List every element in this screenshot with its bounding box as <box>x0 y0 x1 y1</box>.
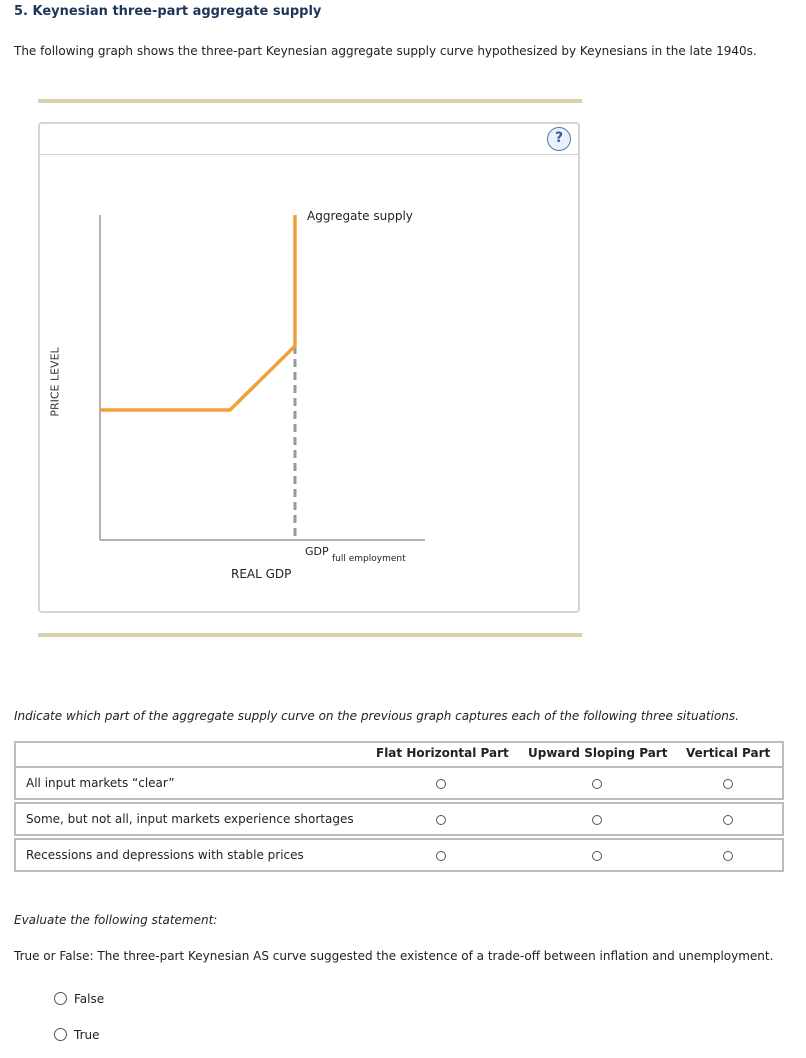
radio-recessions-vertical[interactable] <box>723 851 733 861</box>
aggregate-supply-curve <box>100 215 295 410</box>
aggregate-supply-graph <box>40 160 578 610</box>
option-true-label[interactable]: True <box>74 1028 100 1042</box>
row-label-some-shortages: Some, but not all, input markets experience shortages <box>26 812 354 826</box>
table-instruction: Indicate which part of the aggregate supply curve on the previous graph captures each of the following three situations. <box>14 709 739 723</box>
bottom-divider <box>38 633 582 637</box>
radio-true[interactable] <box>54 1028 67 1041</box>
row-label-markets-clear: All input markets “clear” <box>26 776 175 790</box>
y-axis-label: PRICE LEVEL <box>48 347 62 417</box>
column-header-upward: Upward Sloping Part <box>528 746 668 760</box>
column-header-vertical: Vertical Part <box>686 746 771 760</box>
option-false-label[interactable]: False <box>74 992 105 1006</box>
curve-label: Aggregate supply <box>307 209 413 223</box>
radio-markets-clear-flat[interactable] <box>436 779 446 789</box>
evaluate-prompt: Evaluate the following statement: <box>14 913 218 927</box>
radio-some-shortages-upward[interactable] <box>592 815 602 825</box>
x-axis-label: REAL GDP <box>231 567 292 581</box>
question-intro: The following graph shows the three-part Keynesian aggregate supply curve hypothesized by Keynesians in the late 1940s. <box>14 44 757 58</box>
radio-some-shortages-flat[interactable] <box>436 815 446 825</box>
gdp-marker-subscript: full employment <box>332 554 406 564</box>
radio-recessions-upward[interactable] <box>592 851 602 861</box>
top-divider <box>38 99 582 103</box>
graph-toolbar-divider <box>40 154 578 155</box>
radio-some-shortages-vertical[interactable] <box>723 815 733 825</box>
radio-recessions-flat[interactable] <box>436 851 446 861</box>
true-false-statement: True or False: The three-part Keynesian AS curve suggested the existence of a trade-off between inflation and unemployment. <box>14 949 774 963</box>
column-header-flat: Flat Horizontal Part <box>376 746 509 760</box>
help-icon[interactable]: ? <box>547 127 571 151</box>
gdp-marker-label: GDP <box>305 545 329 558</box>
radio-markets-clear-vertical[interactable] <box>723 779 733 789</box>
radio-markets-clear-upward[interactable] <box>592 779 602 789</box>
radio-false[interactable] <box>54 992 67 1005</box>
question-title: 5. Keynesian three-part aggregate supply <box>14 4 322 19</box>
row-label-recessions: Recessions and depressions with stable prices <box>26 848 304 862</box>
